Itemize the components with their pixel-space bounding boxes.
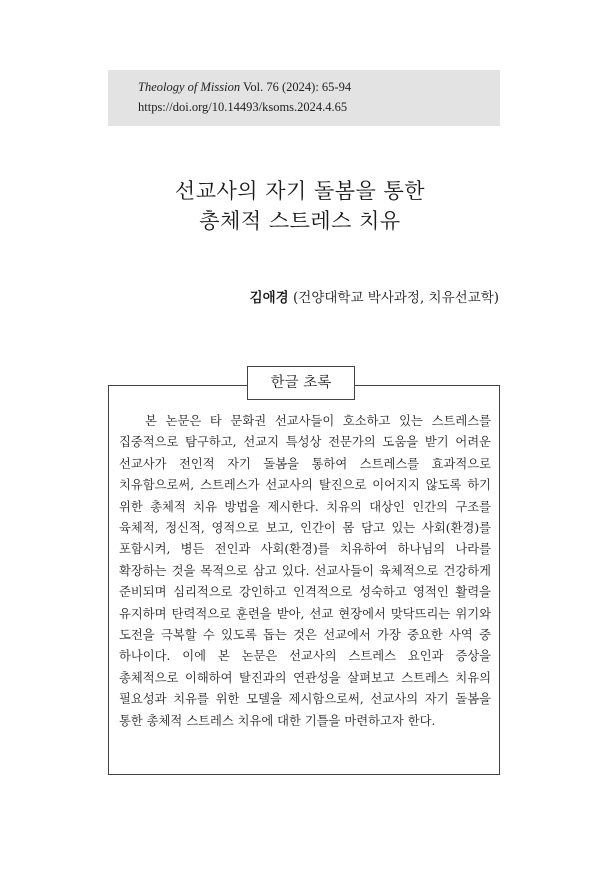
citation-line — [138, 80, 351, 95]
abstract-label: 한글 초록 — [247, 366, 355, 400]
paper-title-line1: 선교사의 자기 돌봄을 통한 — [174, 179, 426, 203]
paper-title-line2: 총체적 스트레스 치유 — [199, 209, 401, 233]
doi-link[interactable]: https://doi.org/10.14493/ksoms.2024.4.65 — [138, 100, 348, 114]
author-affiliation: (건양대학교 박사과정, 치유선교학) — [293, 290, 499, 306]
citation-header — [108, 70, 500, 126]
volume-info: Vol. 76 (2024): 65-94 — [243, 80, 352, 94]
author-line — [250, 286, 499, 306]
journal-name: Theology of Mission — [138, 80, 241, 94]
author-name: 김애경 — [249, 290, 289, 306]
abstract-text: 본 논문은 타 문화권 선교사들이 호소하고 있는 스트레스를 집중적으로 탐구하고, 선교지 특성상 전문가의 도움을 받기 어려운 선교사가 전인적 자기 돌봄을 통하여 스트레스를 효과적으로 치유함으로써, 스트레스가 선교사의 탈진으로 이어지지 않도록 하기 위한 총체적 치유 방법을 제시한다. 치유의 대상인 인간의 구조를 육체적, 정신적, 영적으로 보고, 인간이 몸 담고 있는 사회(환경)를 포함시켜, 병든 전인과 사회(환경)를 치유하여 하나님의 나라를 확장하는 것을 목적으로 삼고 있다. 선교사들이 육체적으로 건강하게 준비되며 심리적으로 강인하고 인격적으로 성숙하고 영적인 활력을 유지하며 탄력적으로 훈련을 받아, 선교 현장에서 맞닥뜨리는 위기와 도전을 극복할 수 있도록 돕는 것은 선교에서 가장 중요한 사역 중 하나이다. 이에 본 논문은 선교사의 스트레스 요인과 증상을 총체적으로 이해하여 탈진과의 연관성을 살펴보고 스트레스 치유의 필요성과 치유를 위한 모델을 제시함으로써, 선교사의 자기 돌봄을 통한 총체적 스트레스 치유에 대한 기틀을 마련하고자 한다. — [119, 414, 491, 728]
